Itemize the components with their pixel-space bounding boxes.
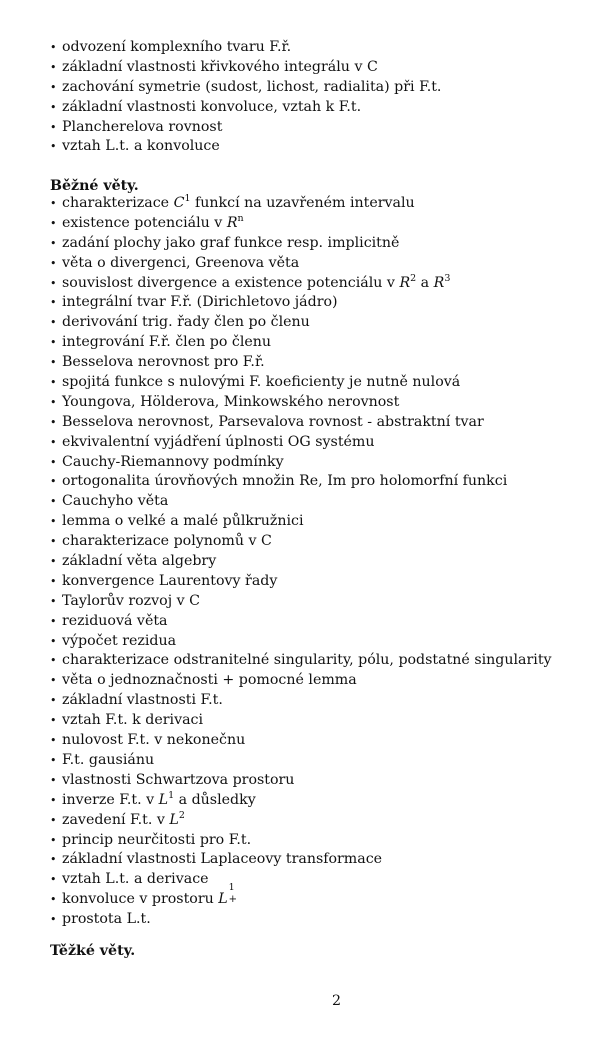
bullet-icon: • bbox=[50, 873, 57, 887]
item-text: Besselova nerovnost, Parsevalova rovnost - abstraktní tvar bbox=[62, 413, 484, 430]
item-text: F.t. gausiánu bbox=[62, 751, 155, 768]
item-text: funkcí na uzavřeném intervalu bbox=[190, 195, 415, 211]
list-item bbox=[50, 58, 590, 78]
list-item bbox=[50, 711, 590, 731]
item-text: integrování F.ř. člen po členu bbox=[62, 334, 272, 351]
bullet-list-top bbox=[50, 38, 590, 157]
list-item bbox=[50, 254, 590, 274]
item-text: charakterizace polynomů v C bbox=[62, 533, 272, 550]
item-text: základní vlastnosti F.t. bbox=[62, 692, 223, 709]
list-item bbox=[50, 592, 590, 612]
item-text: derivování trig. řady člen po členu bbox=[62, 314, 310, 331]
bullet-icon: • bbox=[50, 913, 57, 927]
math-symbol: R bbox=[433, 274, 445, 291]
bullet-icon: • bbox=[50, 197, 57, 210]
item-text: základní vlastnosti Laplaceovy transformace bbox=[62, 851, 383, 868]
item-text: charakterizace bbox=[62, 195, 174, 211]
bullet-icon: • bbox=[50, 495, 57, 509]
list-item bbox=[50, 910, 590, 930]
bullet-icon: • bbox=[50, 793, 57, 807]
bullet-icon: • bbox=[50, 515, 57, 529]
item-text: Cauchy-Riemannovy podmínky bbox=[62, 453, 284, 470]
item-text: existence potenciálu v bbox=[62, 214, 227, 231]
item-text: věta o jednoznačnosti + pomocné lemma bbox=[62, 672, 357, 689]
item-text: konvoluce v prostoru bbox=[62, 891, 219, 908]
bullet-icon: • bbox=[50, 60, 57, 74]
list-item bbox=[50, 274, 590, 294]
list-item bbox=[50, 353, 590, 373]
bullet-icon: • bbox=[50, 773, 57, 787]
math-symbol: L bbox=[169, 811, 179, 828]
item-text: základní vlastnosti konvoluce, vztah k F.t. bbox=[62, 98, 362, 115]
item-text: vlastnosti Schwartzova prostoru bbox=[62, 771, 295, 788]
bullet-icon: • bbox=[50, 100, 57, 114]
math-symbol: R bbox=[226, 214, 238, 231]
list-item bbox=[50, 831, 590, 851]
item-text: inverze F.t. v bbox=[62, 791, 159, 808]
list-item bbox=[50, 870, 590, 890]
list-item bbox=[50, 771, 590, 791]
item-text: charakterizace odstranitelné singularity, pólu, podstatné singularity bbox=[62, 652, 552, 669]
bullet-icon: • bbox=[50, 296, 57, 310]
item-text: Youngova, Hölderova, Minkowského nerovnost bbox=[62, 393, 400, 410]
item-text: prostota L.t. bbox=[62, 911, 151, 928]
item-text: základní věta algebry bbox=[62, 553, 217, 570]
list-item bbox=[50, 572, 590, 592]
item-text: Besselova nerovnost pro F.ř. bbox=[62, 354, 265, 371]
list-item bbox=[50, 671, 590, 691]
item-text: věta o divergenci, Greenova věta bbox=[62, 254, 300, 271]
bullet-icon: • bbox=[50, 395, 57, 409]
item-text: souvislost divergence a existence potenciálu v bbox=[62, 274, 400, 291]
item-text: zavedení F.t. v bbox=[62, 811, 170, 828]
bullet-icon: • bbox=[50, 356, 57, 370]
list-item bbox=[50, 850, 590, 870]
bullet-icon: • bbox=[50, 236, 57, 250]
item-text: spojitá funkce s nulovými F. koeficienty je nutně nulová bbox=[62, 374, 461, 391]
math-script bbox=[228, 882, 238, 906]
math-superscript: 1 bbox=[228, 882, 235, 894]
section-heading-common-theorems: Běžné věty. bbox=[50, 178, 139, 194]
list-item bbox=[50, 492, 590, 512]
item-text: ekvivalentní vyjádření úplnosti OG systému bbox=[62, 433, 375, 450]
bullet-icon: • bbox=[50, 435, 57, 449]
item-text: základní vlastnosti křivkového integrálu v C bbox=[62, 58, 378, 75]
bullet-icon: • bbox=[50, 714, 57, 728]
bullet-icon: • bbox=[50, 813, 57, 827]
item-text: vztah L.t. a derivace bbox=[62, 871, 209, 888]
bullet-list-common-theorems bbox=[50, 194, 590, 930]
bullet-icon: • bbox=[50, 376, 57, 390]
bullet-icon: • bbox=[50, 753, 57, 767]
list-item bbox=[50, 512, 590, 532]
math-superscript: 2 bbox=[178, 809, 185, 821]
list-item bbox=[50, 413, 590, 433]
item-text: Taylorův rozvoj v C bbox=[62, 592, 201, 609]
bullet-icon: • bbox=[50, 634, 57, 648]
bullet-icon: • bbox=[50, 316, 57, 330]
bullet-icon: • bbox=[50, 120, 57, 134]
math-symbol: R bbox=[399, 274, 411, 291]
bullet-icon: • bbox=[50, 256, 57, 270]
bullet-icon: • bbox=[50, 415, 57, 429]
item-text: zadání plochy jako graf funkce resp. implicitně bbox=[62, 234, 400, 251]
bullet-icon: • bbox=[50, 535, 57, 549]
item-text: princip neurčitosti pro F.t. bbox=[62, 831, 252, 848]
math-subscript: + bbox=[228, 894, 238, 906]
bullet-icon: • bbox=[50, 140, 57, 154]
math-superscript: 2 bbox=[410, 272, 417, 284]
item-text: Plancherelova rovnost bbox=[62, 118, 223, 135]
item-text: nulovost F.t. v nekonečnu bbox=[62, 732, 246, 749]
list-item bbox=[50, 38, 590, 58]
list-item bbox=[50, 118, 590, 138]
bullet-icon: • bbox=[50, 853, 57, 867]
list-item bbox=[50, 632, 590, 652]
item-text: výpočet rezidua bbox=[62, 632, 177, 649]
math-symbol: L bbox=[218, 891, 228, 908]
item-text: reziduová věta bbox=[62, 612, 168, 629]
bullet-icon: • bbox=[50, 734, 57, 748]
list-item bbox=[50, 373, 590, 393]
bullet-icon: • bbox=[50, 574, 57, 588]
item-text: lemma o velké a malé půlkružnici bbox=[62, 513, 304, 530]
item-text: Cauchyho věta bbox=[62, 493, 169, 510]
list-item bbox=[50, 98, 590, 118]
list-item bbox=[50, 691, 590, 711]
bullet-icon: • bbox=[50, 694, 57, 708]
bullet-icon: • bbox=[50, 654, 57, 668]
item-text: konvergence Laurentovy řady bbox=[62, 572, 278, 589]
list-item bbox=[50, 214, 590, 234]
bullet-icon: • bbox=[50, 833, 57, 847]
math-superscript: 3 bbox=[444, 272, 451, 284]
bullet-icon: • bbox=[50, 216, 57, 230]
bullet-icon: • bbox=[50, 893, 57, 907]
list-item bbox=[50, 293, 590, 313]
list-item bbox=[50, 234, 590, 254]
page-number: 2 bbox=[331, 993, 342, 1009]
list-item bbox=[50, 651, 590, 671]
list-item bbox=[50, 532, 590, 552]
item-text: a důsledky bbox=[174, 791, 256, 808]
list-item bbox=[50, 751, 590, 771]
item-text: odvození komplexního tvaru F.ř. bbox=[62, 39, 292, 55]
bullet-icon: • bbox=[50, 674, 57, 688]
item-text: vztah L.t. a konvoluce bbox=[62, 138, 220, 155]
bullet-icon: • bbox=[50, 276, 57, 290]
list-item bbox=[50, 552, 590, 572]
math-symbol: C bbox=[173, 195, 185, 211]
math-symbol: L bbox=[158, 791, 169, 808]
bullet-icon: • bbox=[50, 475, 57, 489]
list-item bbox=[50, 882, 590, 910]
item-text: a bbox=[416, 274, 434, 291]
list-item bbox=[50, 313, 590, 333]
bullet-icon: • bbox=[50, 41, 57, 54]
list-item bbox=[50, 472, 590, 492]
section-heading-hard-theorems: Těžké věty. bbox=[50, 943, 136, 959]
bullet-icon: • bbox=[50, 80, 57, 94]
list-item bbox=[50, 137, 590, 157]
item-text: vztah F.t. k derivaci bbox=[62, 712, 204, 729]
bullet-icon: • bbox=[50, 555, 57, 569]
item-text: zachování symetrie (sudost, lichost, radialita) při F.t. bbox=[62, 78, 442, 95]
list-item bbox=[50, 453, 590, 473]
list-item bbox=[50, 791, 590, 811]
list-item bbox=[50, 333, 590, 353]
list-item bbox=[50, 78, 590, 98]
list-item bbox=[50, 393, 590, 413]
item-text: integrální tvar F.ř. (Dirichletovo jádro) bbox=[62, 294, 338, 311]
list-item bbox=[50, 612, 590, 632]
math-superscript: 1 bbox=[184, 193, 191, 204]
math-superscript: 1 bbox=[168, 789, 175, 801]
bullet-icon: • bbox=[50, 455, 57, 469]
item-text: ortogonalita úrovňových množin Re, Im pro holomorfní funkci bbox=[62, 473, 508, 490]
list-item bbox=[50, 731, 590, 751]
list-item bbox=[50, 194, 590, 214]
bullet-icon: • bbox=[50, 336, 57, 350]
bullet-icon: • bbox=[50, 594, 57, 608]
list-item bbox=[50, 811, 590, 831]
bullet-icon: • bbox=[50, 614, 57, 628]
math-superscript: n bbox=[237, 212, 244, 224]
list-item bbox=[50, 433, 590, 453]
